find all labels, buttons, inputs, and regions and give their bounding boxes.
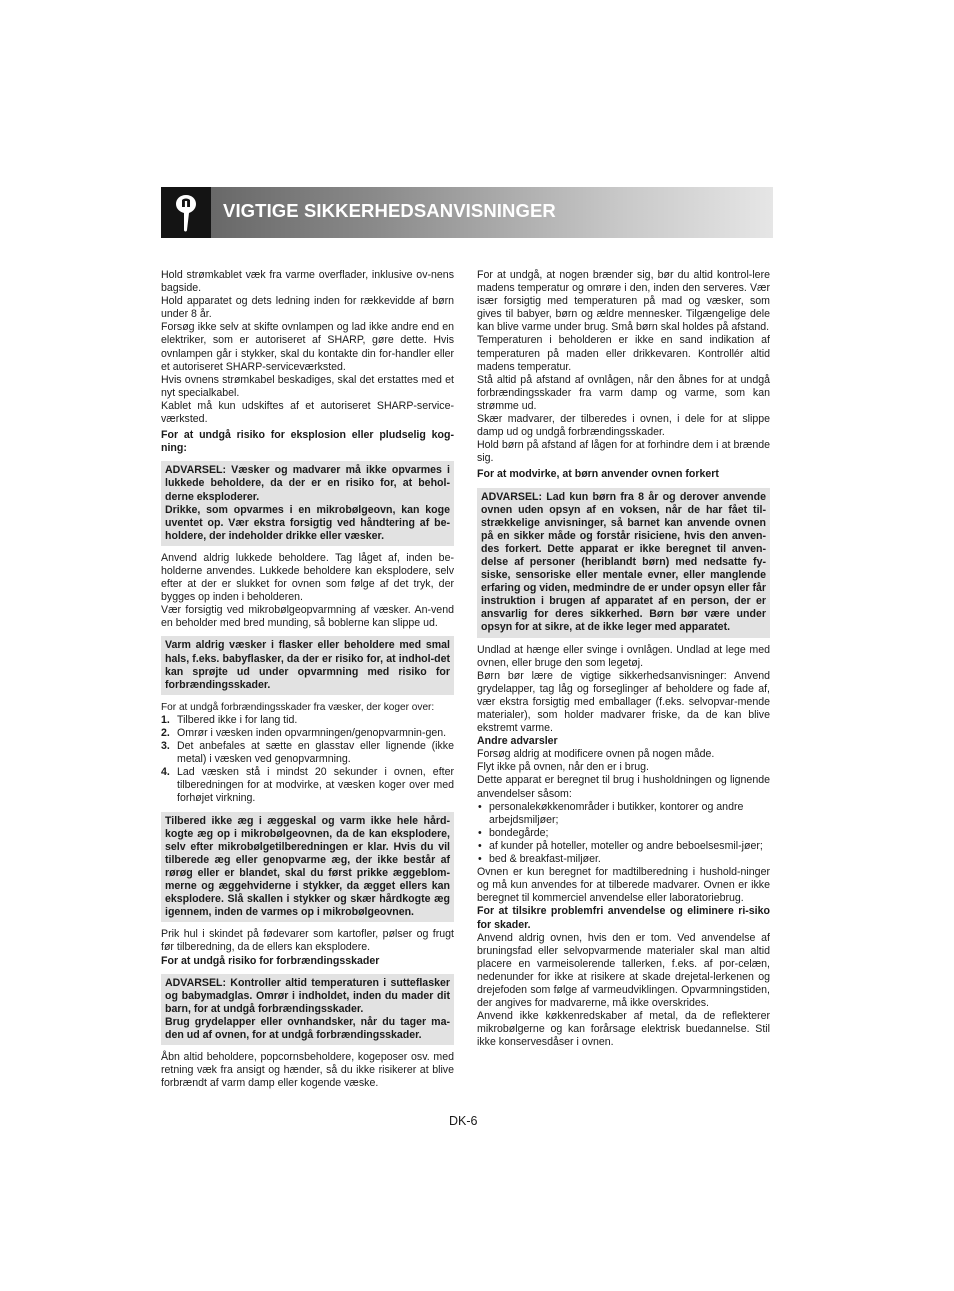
paragraph: Hold børn på afstand af lågen for at forhindre dem i at brænde sig. bbox=[477, 439, 770, 465]
paragraph: Prik hul i skindet på fødevarer som kartofler, pølser og frugt før tilberedning, da de ellers kan eksplodere. bbox=[161, 928, 454, 954]
left-column bbox=[161, 269, 454, 1090]
warning-text: Drikke, som opvarmes i en mikrobølgeovn, kan koge uventet op. Vær ekstra forsigtig ved håndtering af be-holdere, der indeholder drikke eller væsker. bbox=[165, 503, 450, 542]
paragraph: Undlad at hænge eller svinge i ovnlågen. Undlad at lege med ovnen, eller bruge den som legetøj. bbox=[477, 643, 770, 669]
list-item bbox=[161, 714, 454, 727]
list-number: 2. bbox=[161, 727, 170, 739]
subheading: For at modvirke, at børn anvender ovnen forkert bbox=[477, 468, 719, 481]
header-icon-box bbox=[161, 187, 211, 238]
paragraph: Anvend aldrig ovnen, hvis den er tom. Ved anvendelse af bruningsfad eller selvopvarmende materialer skal man altid placere en varmeisolerende tallerken, f.eks. af por-celæn, nedenunder for ikke at risikere at skade drejetal-lerkenen og drejefoden som følge af varmeudviklingen. Opvarmningstiden, der angives for madvarerne, må ikke overskrides. bbox=[477, 931, 770, 1010]
paragraph: Anvend ikke køkkenredskaber af metal, da de reflekterer mikrobølgerne og kan forårsage elektrisk buedannelse. Stil ikke konservesdåser i ovnen. bbox=[477, 1010, 770, 1049]
list-text: Det anbefales at sætte en glasstav eller lignende (ikke metal) i væsken ved genopvarmning. bbox=[177, 740, 454, 766]
warning-text: Tilbered ikke æg i æggeskal og varm ikke hele hård-kogte æg op i mikrobølgeovnen, da de kan eksplodere, selv efter mikrobølgetilberedningen er klar. Hvis du vil tilberede æg eller genopvarme æg, der ikke består af rørøg eller er blandet, skal du først prikke æggeblom-merne og æggehviderne i stykker, da ægget ellers kan eksplodere. Slå skallen i stykker og skær hårdkogte æg igennem, inden de varmes op i mikrobølgeovnen. bbox=[165, 814, 450, 919]
list-number: 4. bbox=[161, 766, 170, 779]
page-number: DK-6 bbox=[449, 1114, 478, 1128]
paragraph: Dette apparat er beregnet til brug i husholdningen og lignende anvendelser såsom: bbox=[477, 774, 770, 800]
paragraph: Flyt ikke på ovnen, når den er i brug. bbox=[477, 761, 649, 774]
warning-box bbox=[161, 974, 454, 1045]
paragraph: Vær forsigtig ved mikrobølgeopvarmning af væsker. An-vend en beholder med bred munding, så boblerne kan slippe ud. bbox=[161, 604, 454, 630]
warning-box bbox=[161, 636, 454, 694]
list-number: 3. bbox=[161, 740, 170, 753]
paragraph: Åbn altid beholdere, popcornsbeholdere, kogeposer osv. med retning væk fra ansigt og hænder, så du ikke risikerer at blive forbrændt af varm damp eller kogende væske. bbox=[161, 1051, 454, 1090]
list-text: Omrør i væsken inden opvarmningen/genopvarmnin-gen. bbox=[177, 727, 447, 739]
list-text: bed & breakfast-miljøer. bbox=[489, 853, 601, 866]
paragraph: Temperaturen i beholderen er ikke en sand indikation af temperaturen på maden eller drikkevaren. Kontrollér altid madens temperatur. bbox=[477, 334, 770, 373]
warning-box bbox=[477, 488, 770, 638]
bullet-list bbox=[477, 801, 770, 866]
warning-text: Varm aldrig væsker i flasker eller beholdere med smal hals, f.eks. babyflasker, da der er risiko for, at indhol-det kan sprøjte ud under opvarmning med risiko for forbrændingsskader. bbox=[165, 639, 450, 691]
list-text: af kunder på hoteller, moteller og andre beboelsesmil-jøer; bbox=[489, 839, 763, 852]
warning-box bbox=[161, 461, 454, 546]
list-text: bondegårde; bbox=[489, 826, 549, 839]
list-text: Lad væsken stå i mindst 20 sekunder i ovnen, efter tilberedningen for at modvirke, at væsken koger over med forhøjet virkning. bbox=[177, 766, 454, 805]
paragraph: Hold strømkablet væk fra varme overflader, inklusive ov-nens bagside. bbox=[161, 269, 454, 295]
subheading: For at tilsikre problemfri anvendelse og eliminere ri-siko for skader. bbox=[477, 905, 770, 931]
subheading: For at undgå risiko for forbrændingsskader bbox=[161, 954, 380, 967]
page-title: VIGTIGE SIKKERHEDSANVISNINGER bbox=[223, 200, 556, 221]
paragraph: For at undgå, at nogen brænder sig, bør du altid kontrol-lere madens temperatur og omrøre i den, inden den serveres. Vær især forsigtig med temperaturen på mad og væsker, som gives til babyer, børn og ældre mennesker. Tilgængelige dele kan blive varme under brug. Små børn skal holdes på afstand. bbox=[477, 269, 770, 334]
paragraph: Hvis ovnens strømkabel beskadiges, skal det erstattes med et nyt specialkabel. bbox=[161, 373, 454, 399]
list-item bbox=[161, 766, 454, 805]
subheading: Andre advarsler bbox=[477, 735, 558, 748]
list-item: • bondegårde; bbox=[478, 826, 549, 839]
list-text: personalekøkkenområder i butikker, kontorer og andre arbejdsmiljøer; bbox=[489, 800, 744, 826]
warning-text: ADVARSEL: Kontroller altid temperaturen i sutteflasker og babymadglas. Omrør i indholdet, inden du mader dit barn, for at undgå forbrændingsskader. bbox=[165, 976, 450, 1015]
subheading: For at undgå risiko for eksplosion eller pludselig kog-ning: bbox=[161, 429, 454, 455]
paragraph: Ovnen er kun beregnet for madtilberedning i hushold-ninger og må kun anvendes for at tilberede madvarer. Ovnen er ikke beregnet til kommerciel anvendelse eller laboratoriebrug. bbox=[477, 866, 770, 905]
wrench-screwdriver-icon bbox=[172, 192, 200, 234]
paragraph: Hold apparatet og dets ledning inden for rækkevidde af børn under 8 år. bbox=[161, 295, 454, 321]
warning-text: ADVARSEL: Væsker og madvarer må ikke opvarmes i lukkede beholdere, da der er en risiko for, at behol-derne eksploderer. bbox=[165, 464, 450, 503]
paragraph: Kablet må kun udskiftes af et autoriseret SHARP-service-værksted. bbox=[161, 399, 454, 426]
numbered-list bbox=[161, 714, 454, 806]
list-number: 1. bbox=[161, 713, 170, 726]
list-item: • personalekøkkenområder i butikker, kontorer og andre arbejdsmiljøer; bbox=[478, 800, 744, 826]
paragraph: Forsøg ikke selv at skifte ovnlampen og lad ikke andre end en elektriker, som er autoriseret af SHARP, gøre dette. Hvis ovnlampen går i stykker, skal du kontakte din for-handler eller et autoriseret SHARP-serviceværksted. bbox=[161, 321, 454, 373]
list-item bbox=[161, 727, 454, 740]
warning-box bbox=[161, 812, 454, 923]
paragraph: Skær madvarer, der tilberedes i ovnen, i dele for at slippe damp ud og undgå forbrændingsskader. bbox=[477, 413, 770, 439]
right-column bbox=[477, 269, 770, 1049]
section-header bbox=[161, 187, 773, 238]
list-item bbox=[161, 740, 454, 766]
warning-text: Brug grydelapper eller ovnhandsker, når du tager ma-den ud af ovnen, for at undgå forbrændingsskader. bbox=[165, 1015, 450, 1041]
list-intro: For at undgå forbrændingsskader fra væsker, der koger over: bbox=[161, 701, 435, 713]
paragraph: Børn bør lære de vigtige sikkerhedsanvisninger: Anvend grydelapper, tag låg og forseglinger af beholdere og fade af, vær ekstra forsigtig med emballager (f.eks. selvopvar-mende materialer), som holder madvarer friske, da de kan blive ekstremt varme. bbox=[477, 669, 770, 735]
list-text: Tilbered ikke i for lang tid. bbox=[177, 713, 298, 726]
list-item: • af kunder på hoteller, moteller og andre beboelsesmil-jøer; bbox=[478, 839, 763, 852]
warning-text: ADVARSEL: Lad kun børn fra 8 år og derover anvende ovnen uden opsyn af en voksen, når de har fået til-strækkelige anvisninger, så barnet kan anvende ovnen på en sikker måde og forstår risiciene, hvis den anven-des forkert. Dette apparat er ikke beregnet til anven-delse af personer (heriblandt børn) med nedsatte fy-siske, sensoriske eller mentale evner, eller manglende erfaring og viden, medmindre de er under opsyn eller får instruktion i brugen af apparatet af en person, der er ansvarlig for deres sikkerhed. Børn bør være under opsyn for at sikre, at de ikke leger med apparatet. bbox=[481, 490, 766, 634]
paragraph: Forsøg aldrig at modificere ovnen på nogen måde. bbox=[477, 748, 715, 761]
paragraph: Anvend aldrig lukkede beholdere. Tag låget af, inden be-holderne anvendes. Lukkede beholdere kan eksplodere, selv efter at der er slukket for ovnen som følge af det tryk, der bygges op inden i beholderen. bbox=[161, 551, 454, 604]
list-item: • bed & breakfast-miljøer. bbox=[478, 853, 601, 866]
paragraph: Stå altid på afstand af ovnlågen, når den åbnes for at undgå forbrændingsskader fra varm damp og varme, som kan strømme ud. bbox=[477, 373, 770, 412]
